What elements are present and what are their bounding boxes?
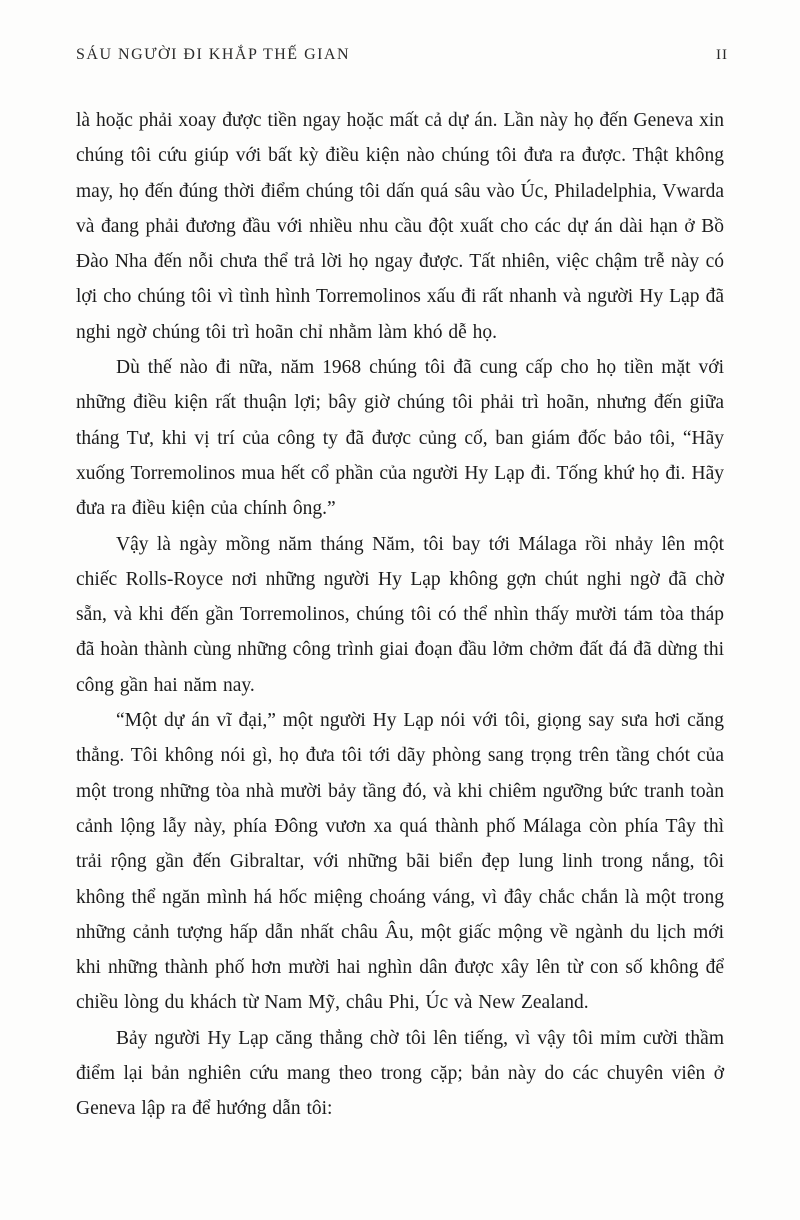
page-number: II (716, 47, 728, 63)
paragraph-3: Vậy là ngày mồng năm tháng Năm, tôi bay tới Málaga rồi nhảy lên một chiếc Rolls-Royce nơi những người Hy Lạp không gợn chút nghi ngờ đã chờ sẵn, và khi đến gần Torremolinos, chúng tôi có thể nhìn thấy mười tám tòa tháp đã hoàn thành cùng những công trình giai đoạn đầu lởm chởm đất đá đã dừng thi công gần hai năm nay. (76, 533, 724, 696)
paragraph-1: là hoặc phải xoay được tiền ngay hoặc mất cả dự án. Lần này họ đến Geneva xin chúng tôi cứu giúp với bất kỳ điều kiện nào chúng tôi đưa ra được. Thật không may, họ đến đúng thời điểm chúng tôi dấn quá sâu vào Úc, Philadelphia, Vwarda và đang phải đương đầu với nhiều nhu cầu đột xuất cho các dự án dài hạn ở Bồ Đào Nha đến nỗi chưa thể trả lời họ ngay được. Tất nhiên, việc chậm trễ này có lợi cho chúng tôi vì tình hình Torremolinos xấu đi rất nhanh và người Hy Lạp đã nghi ngờ chúng tôi trì hoãn chỉ nhằm làm khó dễ họ. (76, 110, 724, 343)
page-body (76, 103, 724, 1127)
paragraph-2: Dù thế nào đi nữa, năm 1968 chúng tôi đã cung cấp cho họ tiền mặt với những điều kiện rất thuận lợi; bây giờ chúng tôi phải trì hoãn, nhưng đến giữa tháng Tư, khi vị trí của công ty đã được củng cố, ban giám đốc bảo tôi, “Hãy xuống Torremolinos mua hết cổ phần của người Hy Lạp đi. Tống khứ họ đi. Hãy đưa ra điều kiện của chính ông.” (76, 357, 724, 520)
page-header (76, 46, 728, 64)
paragraph-5: Bảy người Hy Lạp căng thẳng chờ tôi lên tiếng, vì vậy tôi mỉm cười thầm điểm lại bản nghiên cứu mang theo trong cặp; bản này do các chuyên viên ở Geneva lập ra để hướng dẫn tôi: (76, 1027, 724, 1120)
running-title: SÁU NGƯỜI ĐI KHẮP THẾ GIAN (76, 46, 351, 63)
paragraph-4: “Một dự án vĩ đại,” một người Hy Lạp nói với tôi, giọng say sưa hơi căng thẳng. Tôi không nói gì, họ đưa tôi tới dãy phòng sang trọng trên tầng chót của một trong những tòa nhà mười bảy tầng đó, và khi chiêm ngưỡng bức tranh toàn cảnh lộng lẫy này, phía Đông vươn xa quá thành phố Málaga còn phía Tây thì trải rộng gần đến Gibraltar, với những bãi biển đẹp lung linh trong nắng, tôi không thể ngăn mình há hốc miệng choáng váng, vì đây chắc chắn là một trong những cảnh tượng hấp dẫn nhất châu Âu, một giấc mộng về ngành du lịch mới khi những thành phố hơn mười hai nghìn dân được xây lên từ con số không để chiều lòng du khách từ Nam Mỹ, châu Phi, Úc và New Zealand. (76, 710, 724, 1014)
